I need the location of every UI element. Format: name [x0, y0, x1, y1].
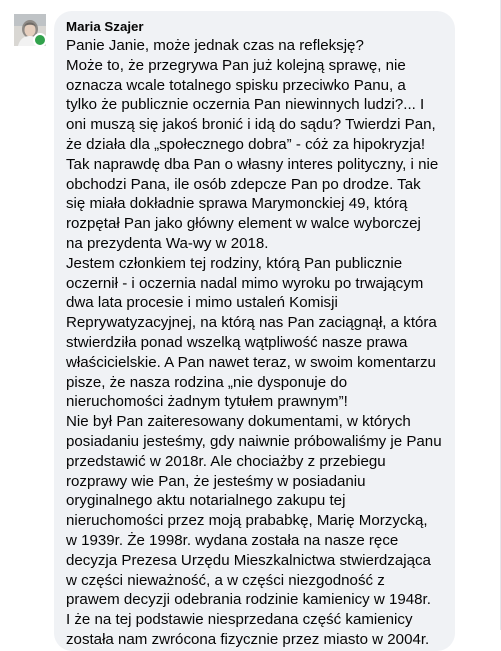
comment-bubble: [54, 11, 455, 651]
comment-line: w 1939r. Że 1998r. wydana została na nasze ręce: [66, 531, 399, 549]
comment-line: że działa dla „społecznego dobra” - cóż za hipokryzja!: [66, 135, 426, 153]
comment-line: pisze, że nasza rodzina „nie dysponuje do: [66, 373, 348, 391]
comment-author-name[interactable]: Maria Szajer: [66, 19, 144, 34]
comment-line: tylko że publicznie oczernia Pan niewinnych ludzi?... I: [66, 96, 425, 114]
comment-line: oni muszą się jakoś bronić i idą do sądu? Twierdzi Pan,: [66, 116, 436, 134]
online-status-dot: [33, 33, 47, 47]
comment-line: oznacza wcale totalnego spisku przeciwko Panu, a: [66, 76, 406, 94]
comment-line: właścicielskie. A Pan nawet teraz, w swoim komentarzu: [66, 353, 436, 371]
comment-line: Może to, że przegrywa Pan już kolejną sprawę, nie: [66, 56, 406, 74]
comment-body: [66, 36, 443, 650]
comment-line: decyzja Prezesa Urzędu Mieszkalnictwa stwierdzająca: [66, 551, 431, 569]
comment-line: rozprawy wie Pan, że jesteśmy w posiadaniu: [66, 472, 366, 490]
comment-line: rozpętał Pan jako główny element w walce wyborczej: [66, 215, 421, 233]
comment-line: Nie był Pan zaiteresowany dokumentami, w których: [66, 413, 411, 431]
comment-line: w części nieważność, a w części niezgodność z: [66, 571, 385, 589]
comment-line: Panie Janie, może jednak czas na refleksję?: [66, 37, 364, 54]
comment-line: Jestem członkiem tej rodziny, którą Pan publicznie: [66, 254, 403, 272]
top-edge: [0, 0, 501, 6]
comment-line: posiadaniu jesteśmy, gdy naiwnie próbowaliśmy je Panu: [66, 432, 442, 450]
comment-line: nieruchomości przez moją prababkę, Marię Morzycką,: [66, 512, 428, 530]
comment-line: się miała dokładnie sprawa Marymonckiej 49, którą: [66, 195, 408, 213]
comment-line: dwa lata procesie i mimo ustaleń Komisji: [66, 294, 338, 312]
author-avatar[interactable]: [14, 14, 46, 46]
comment-line: na prezydenta Wa-wy w 2018.: [66, 234, 269, 252]
comment-line: oryginalnego aktu notarialnego zakupu tej: [66, 492, 346, 510]
comment-line: obchodzi Pana, ile osób zdepcze Pan po drodze. Tak: [66, 175, 421, 193]
comment-line: stwierdziła ponad wszelką wątpliwość nasze prawa: [66, 333, 408, 351]
comment-line: nieruchomości żadnym tytułem prawnym”!: [66, 393, 348, 411]
comment-line: I że na tej podstawie niesprzedana część kamienicy: [66, 611, 413, 629]
comment-line: oczernił - i oczernia nadal mimo wyroku po trwającym: [66, 274, 424, 292]
comment-line: Tak naprawdę dba Pan o własny interes polityczny, i nie: [66, 155, 439, 173]
comment-line: przedstawić w 2018r. Ale chociażby z przebiegu: [66, 452, 386, 470]
comment-line: Reprywatyzacyjnej, na którą nas Pan zaciągnął, a która: [66, 314, 437, 332]
comment-line: została nam zwrócona fizycznie przez miasto w 2004r.: [66, 630, 430, 648]
comment-line: prawem decyzji odebrania rodzinie kamienicy w 1948r.: [66, 591, 431, 609]
